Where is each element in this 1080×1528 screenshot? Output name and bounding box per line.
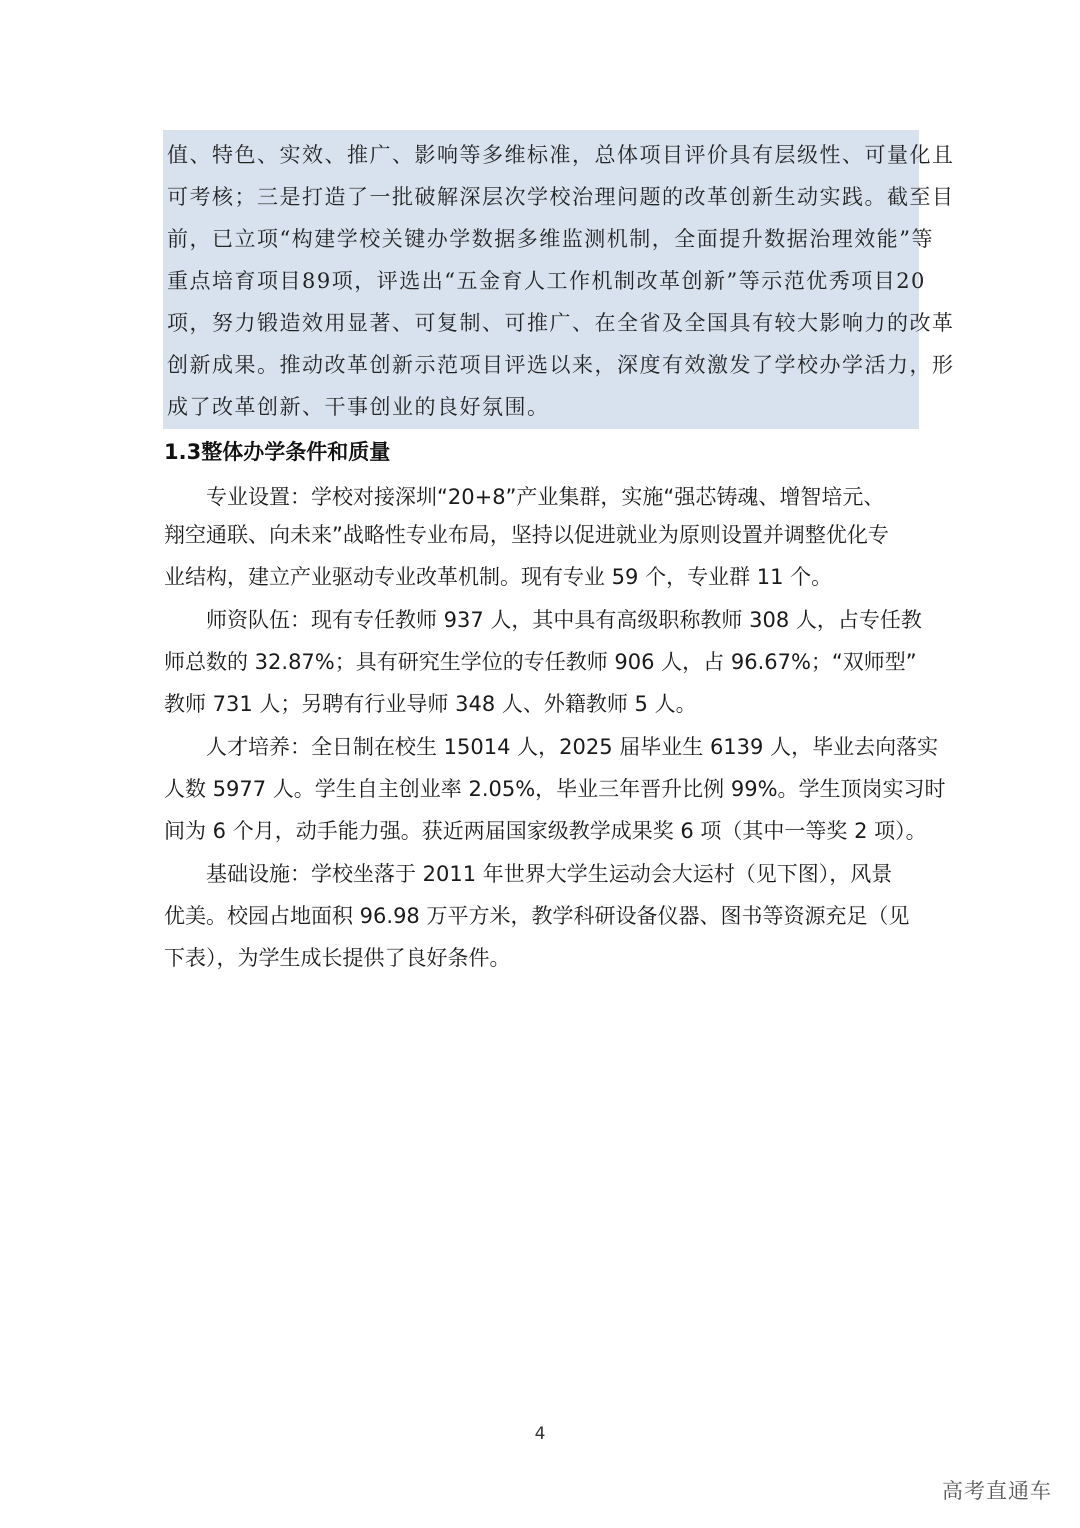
- highlight-line: 项，努力锻造效用显著、可复制、可推广、在全省及全国具有较大影响力的改革: [167, 311, 955, 335]
- paragraph-line: 翔空通联、向未来”战略性专业布局，坚持以促进就业为原则设置并调整优化专: [164, 523, 889, 547]
- highlight-line: 成了改革创新、干事创业的良好氛围。: [167, 395, 550, 419]
- highlight-line: 值、特色、实效、推广、影响等多维标准，总体项目评价具有层级性、可量化且: [167, 143, 955, 167]
- section-heading: 1.3整体办学条件和质量: [164, 440, 391, 464]
- paragraph-line: 师资队伍：现有专任教师 937 人，其中具有高级职称教师 308 人，占专任教: [206, 608, 922, 632]
- page-number: 4: [534, 1424, 546, 1444]
- paragraph-line: 师总数的 32.87%；具有研究生学位的专任教师 906 人，占 96.67%；“双师型”: [164, 650, 917, 674]
- paragraph-line: 下表），为学生成长提供了良好条件。: [164, 946, 511, 970]
- paragraph-line: 间为 6 个月，动手能力强。获近两届国家级教学成果奖 6 项（其中一等奖 2 项）。: [164, 819, 927, 843]
- highlight-line: 可考核；三是打造了一批破解深层次学校治理问题的改革创新生动实践。截至目: [167, 185, 955, 209]
- paragraph-line: 专业设置：学校对接深圳“20+8”产业集群，实施“强芯铸魂、增智培元、: [206, 485, 885, 509]
- paragraph-line: 人才培养：全日制在校生 15014 人，2025 届毕业生 6139 人，毕业去向落实: [206, 735, 939, 759]
- highlight-line: 创新成果。推动改革创新示范项目评选以来，深度有效激发了学校办学活力，形: [167, 353, 955, 377]
- highlight-line: 重点培育项目89项，评选出“五金育人工作机制改革创新”等示范优秀项目20: [167, 269, 926, 293]
- paragraph-line: 人数 5977 人。学生自主创业率 2.05%，毕业三年晋升比例 99%。学生顶岗实习时: [164, 777, 946, 801]
- paragraph-line: 业结构，建立产业驱动专业改革机制。现有专业 59 个，专业群 11 个。: [164, 565, 833, 589]
- highlight-line: 前，已立项“构建学校关键办学数据多维监测机制，全面提升数据治理效能”等: [167, 227, 934, 251]
- paragraph-line: 基础设施：学校坐落于 2011 年世界大学生运动会大运村（见下图），风景: [206, 862, 893, 886]
- paragraph-line: 优美。校园占地面积 96.98 万平方米，教学科研设备仪器、图书等资源充足（见: [164, 904, 910, 928]
- watermark: 高考直通车: [942, 1479, 1052, 1503]
- paragraph-line: 教师 731 人；另聘有行业导师 348 人、外籍教师 5 人。: [164, 692, 697, 716]
